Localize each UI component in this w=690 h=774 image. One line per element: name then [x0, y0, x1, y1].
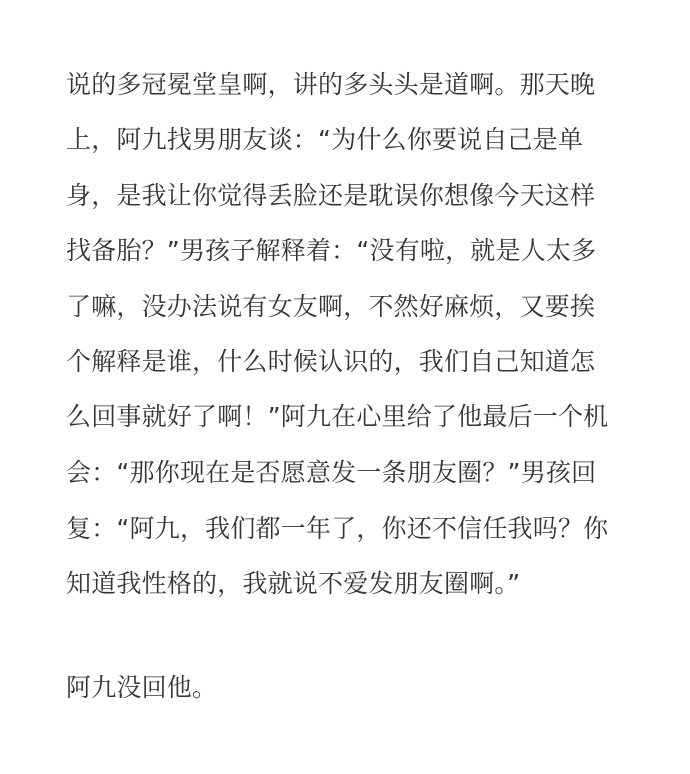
- paragraph-line: 阿九没回他。: [66, 673, 218, 702]
- paragraph-line: 上，阿九找男朋友谈：“为什么你要说自己是单: [66, 125, 584, 154]
- paragraph-line: 找备胎？”男孩子解释着：“没有啦，就是人太多: [66, 236, 597, 265]
- paragraph-line: 复：“阿九，我们都一年了，你还不信任我吗？你: [66, 514, 609, 543]
- paragraph-line: 了嘛，没办法说有女友啊，不然好麻烦，又要挨: [66, 292, 596, 321]
- paragraph-line: 身，是我让你觉得丢脸还是耽误你想像今天这样: [66, 181, 596, 210]
- paragraph-line: 么回事就好了啊！”阿九在心里给了他最后一个机: [66, 402, 609, 431]
- paragraph-line: 说的多冠冕堂皇啊，讲的多头头是道啊。那天晚: [66, 70, 596, 99]
- paragraph-line: 个解释是谁，什么时候认识的，我们自己知道怎: [66, 347, 596, 376]
- paragraph-line: 知道我性格的，我就说不爱发朋友圈啊。”: [66, 569, 521, 598]
- paragraph-line: 会：“那你现在是否愿意发一条朋友圈？”男孩回: [66, 458, 597, 487]
